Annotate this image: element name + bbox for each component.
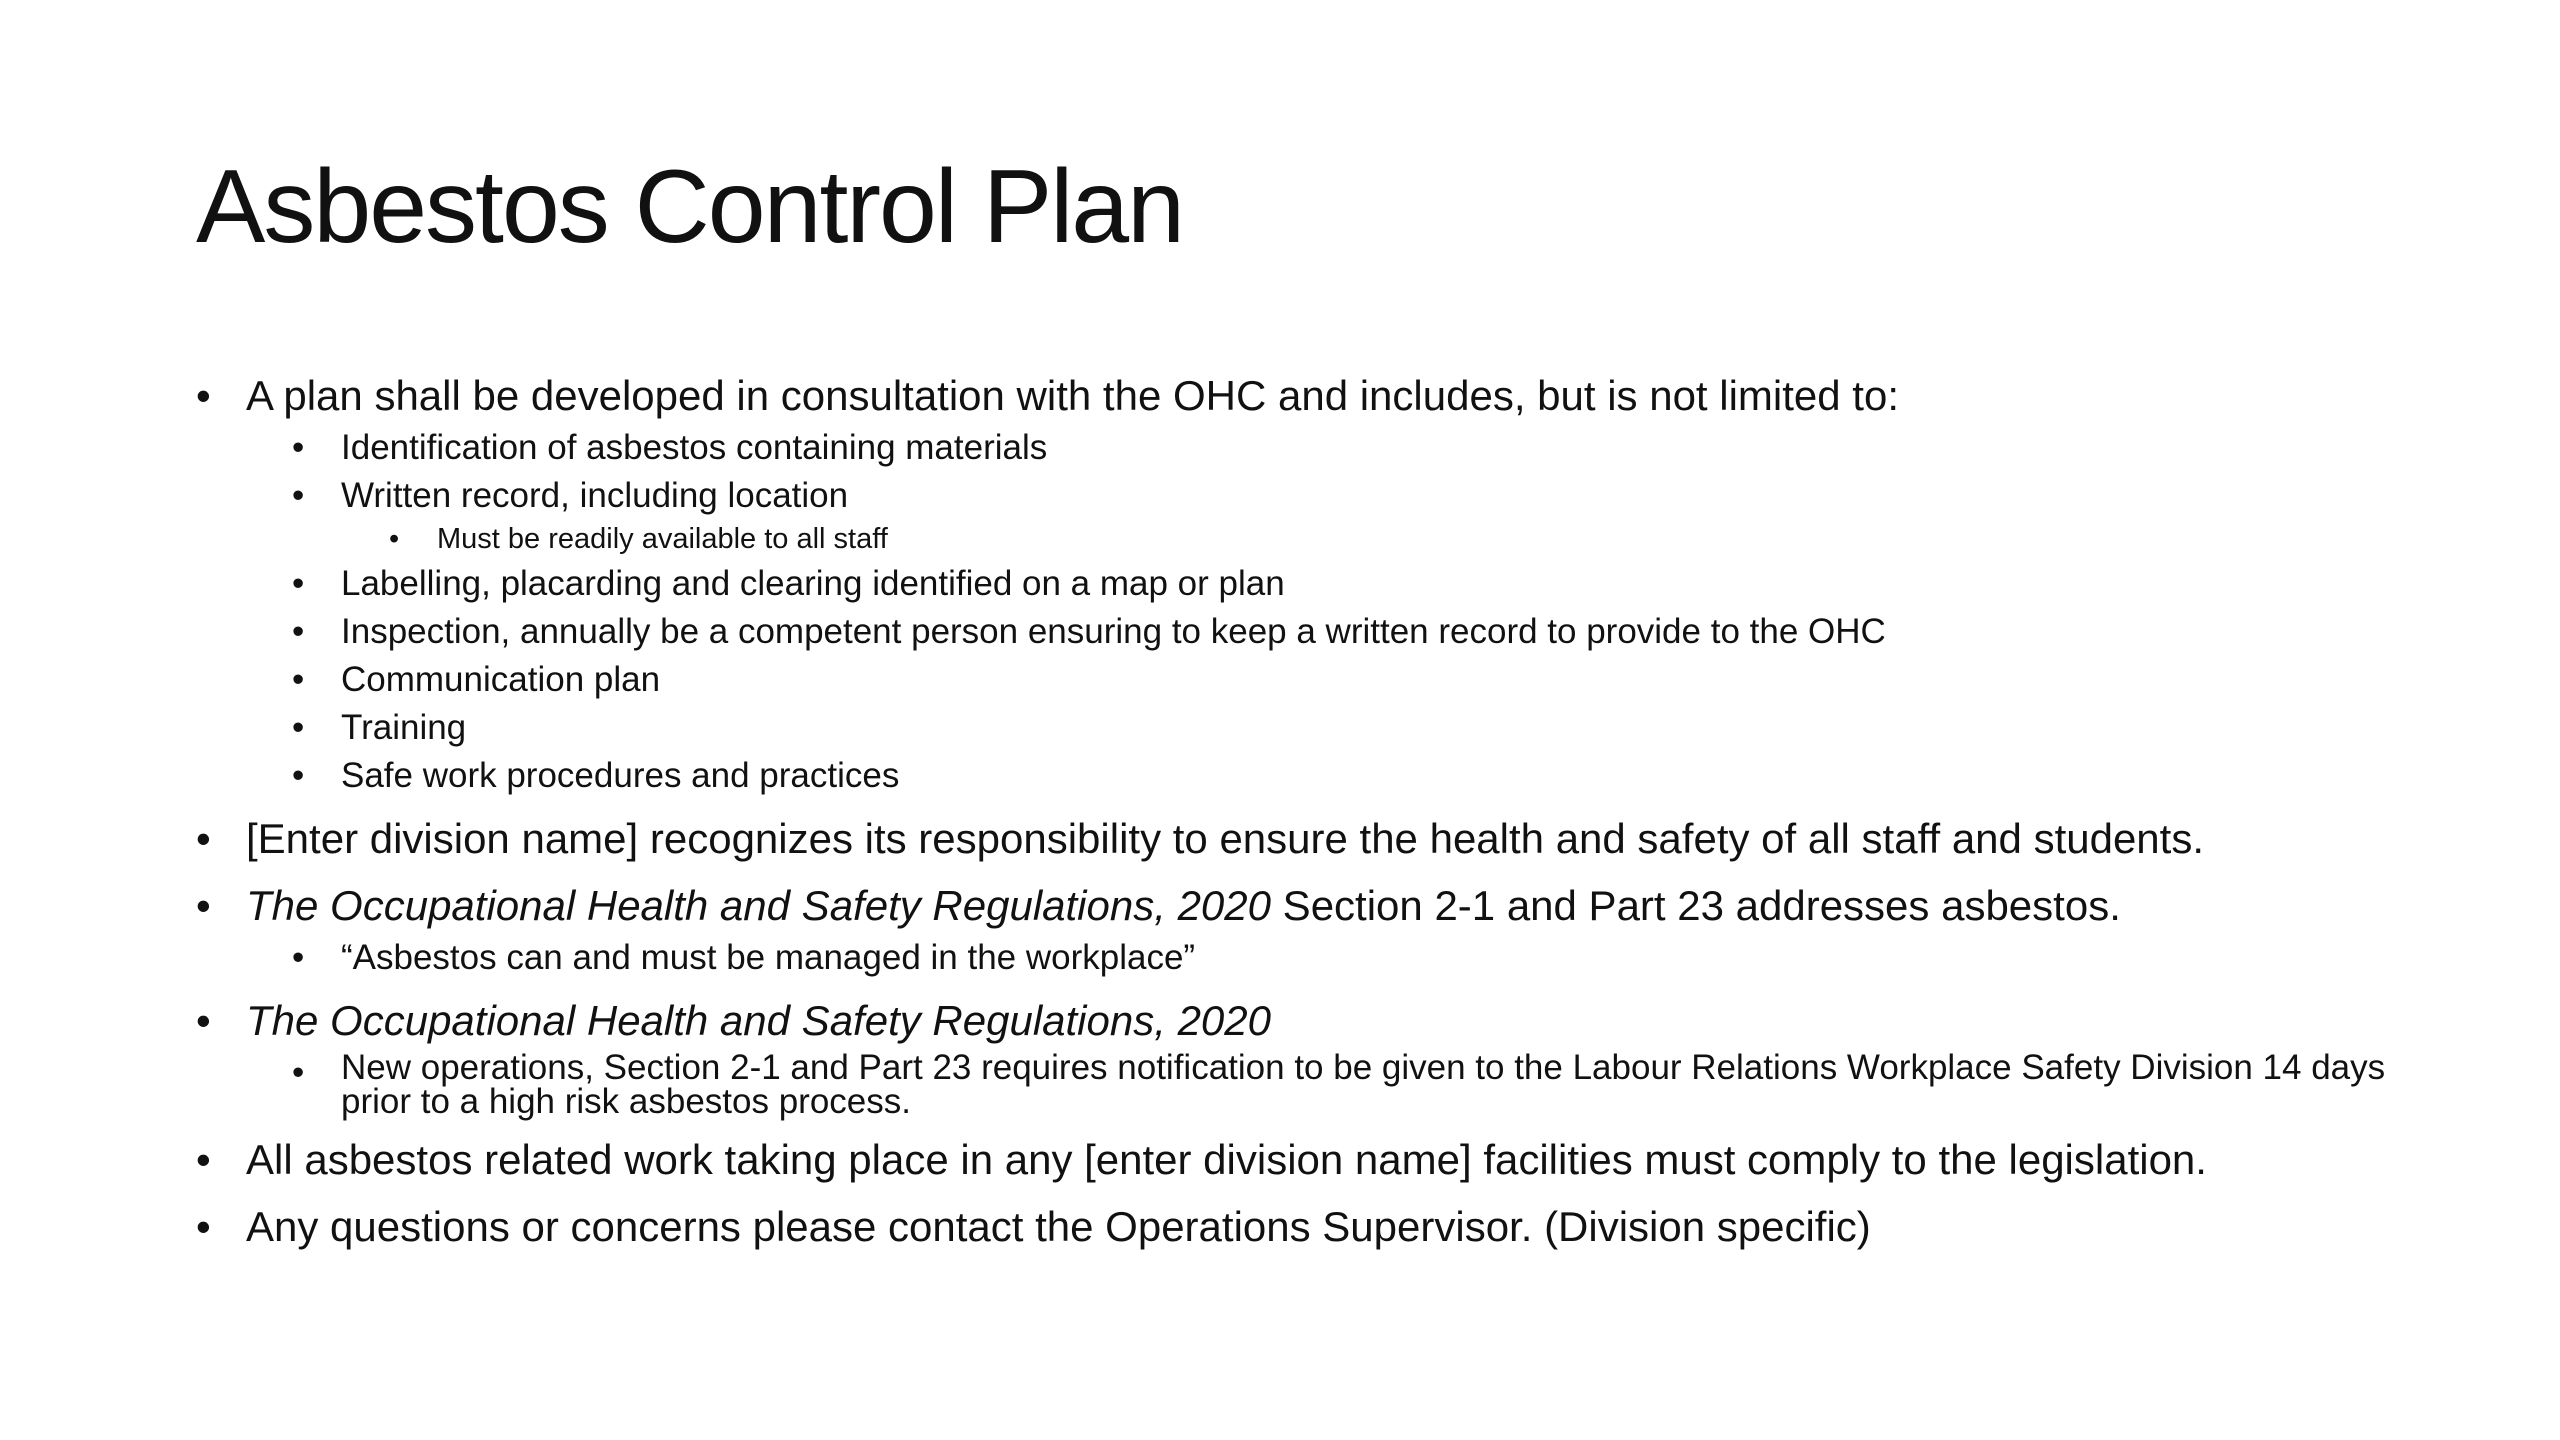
sub-bullet-item bbox=[292, 936, 2446, 980]
bullet-icon: • bbox=[196, 882, 211, 929]
sub-bullet-text: Safe work procedures and practices bbox=[341, 756, 900, 795]
bullet-text: Any questions or concerns please contact the Operations Supervisor. (Division specific) bbox=[246, 1203, 1871, 1250]
sub-bullet-item bbox=[292, 426, 2446, 470]
bullet-icon: • bbox=[196, 1136, 211, 1183]
bullet-item bbox=[196, 370, 2446, 422]
bullet-icon: • bbox=[196, 815, 211, 862]
bullet-item bbox=[196, 880, 2446, 932]
bullet-icon: • bbox=[292, 660, 305, 699]
slide-title: Asbestos Control Plan bbox=[196, 149, 1183, 265]
bullet-item bbox=[196, 813, 2446, 865]
bullet-icon: • bbox=[292, 612, 305, 651]
sub-sub-bullet-text: Must be readily available to all staff bbox=[437, 523, 888, 555]
bullet-text: [Enter division name] recognizes its responsibility to ensure the health and safety of all staff and students. bbox=[246, 815, 2205, 862]
sub-bullet-text: Communication plan bbox=[341, 660, 661, 699]
sub-bullet-text: Labelling, placarding and clearing identified on a map or plan bbox=[341, 564, 1285, 603]
bullet-icon: • bbox=[292, 756, 305, 795]
sub-bullet-item bbox=[292, 658, 2446, 702]
bullet-icon: • bbox=[292, 476, 305, 515]
sub-bullet-text: “Asbestos can and must be managed in the workplace” bbox=[341, 938, 1196, 977]
sub-bullet-item bbox=[292, 706, 2446, 750]
bullet-item bbox=[196, 1134, 2446, 1186]
bullet-icon: • bbox=[196, 1203, 211, 1250]
sub-bullet-text: Written record, including location bbox=[341, 476, 849, 515]
bullet-list bbox=[196, 370, 2446, 1253]
bullet-icon: • bbox=[292, 428, 305, 467]
bullet-text: A plan shall be developed in consultation with the OHC and includes, but is not limited to: bbox=[246, 372, 1899, 419]
sub-bullet-text: Training bbox=[341, 708, 467, 747]
sub-bullet-item bbox=[292, 562, 2446, 606]
bullet-item bbox=[196, 1201, 2446, 1253]
bullet-text: All asbestos related work taking place in any [enter division name] facilities must comply to the legislation. bbox=[246, 1136, 2207, 1183]
bullet-icon: • bbox=[292, 564, 305, 603]
sub-bullet-item bbox=[292, 610, 2446, 654]
sub-bullet-item bbox=[292, 1048, 2446, 1121]
bullet-text bbox=[246, 880, 2446, 932]
sub-sub-bullet-item bbox=[389, 520, 2446, 558]
bullet-icon: • bbox=[292, 708, 305, 747]
sub-bullet-text: New operations, Section 2-1 and Part 23 requires notification to be given to the Labour Relations Workplace Safety Division 14 days prior to a high risk asbestos process. bbox=[341, 1048, 2386, 1121]
sub-bullet-item bbox=[292, 474, 2446, 518]
bullet-icon: • bbox=[292, 1053, 305, 1092]
sub-bullet-item bbox=[292, 754, 2446, 798]
regulation-title: The Occupational Health and Safety Regulations, 2020 bbox=[246, 997, 1272, 1044]
regulation-title: The Occupational Health and Safety Regulations, 2020 bbox=[246, 882, 1272, 929]
bullet-icon: • bbox=[292, 938, 305, 977]
bullet-item bbox=[196, 995, 2446, 1047]
bullet-text-rest: Section 2-1 and Part 23 addresses asbestos. bbox=[1271, 882, 2121, 929]
bullet-icon: • bbox=[196, 372, 211, 419]
sub-bullet-text: Inspection, annually be a competent person ensuring to keep a written record to provide to the OHC bbox=[341, 612, 1886, 651]
bullet-icon: • bbox=[389, 523, 400, 555]
sub-bullet-text: Identification of asbestos containing materials bbox=[341, 428, 1048, 467]
bullet-icon: • bbox=[196, 997, 211, 1044]
